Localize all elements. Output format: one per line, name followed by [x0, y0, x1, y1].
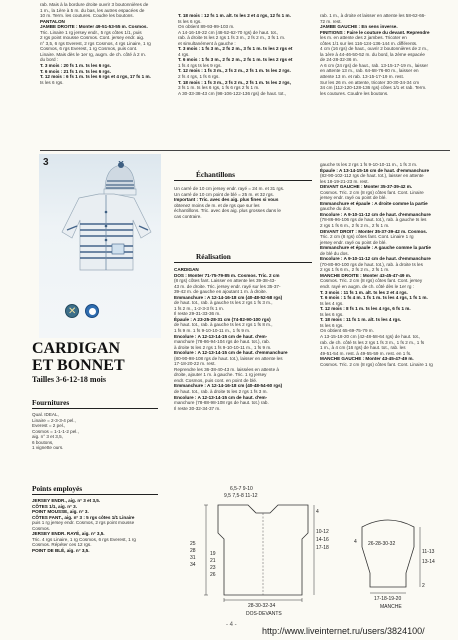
text-line: Il reste 29-31-33-36 m.: [174, 311, 221, 317]
text-line: Encolure : A 9-10-11-12 cm de haut. d'emmanchure: [320, 211, 431, 217]
text-line: Qual. IDEAL,: [32, 412, 59, 417]
dim-sleeve-left: 4: [354, 539, 357, 545]
text-line: 2 rgs 1 fs 6 m., 2 fs 2 m., 2 fs 1 m.: [320, 223, 390, 229]
text-line: Cosmos. Répéter ces 12 rgs.: [32, 542, 92, 548]
text-line: Cosmos.: [32, 525, 51, 531]
text-line: T. 6 mois : 1 fs 3 m., 2 fs 2 m., 2 fs 1 m. ts les 2 rgs et: [178, 57, 293, 63]
text-line: 1 fs 9 m. 1 fs 9-10-10-11 m., 1 fs 9 m.: [174, 328, 251, 334]
text-line: 17-18-20-22 m. rest.: [174, 361, 216, 367]
text-line: T. 18 mois : 1 fs 3 m., 2 fs 2 m., 2 fs 1 m. ts les 2 rgs,: [178, 79, 291, 85]
text-line: FINITIONS : Faire le couture du devant. Reprendre: [320, 29, 430, 35]
text-line: 1 m., la 1ère à 5 m. du bas, les autres espacées de: [40, 7, 145, 13]
label-dos-devants: DOS-DEVANTS: [246, 611, 282, 617]
text-line: les coutures. Coudre les boutons.: [320, 90, 389, 96]
text-line: rab. de ch. côté ts les 2 rgs 1 fs 3 m., 1 fs 2 m., 1 fs: [320, 339, 425, 345]
text-line: DEVANT GAUCHE : Monter 35-37-39-42 m.: [320, 184, 413, 190]
dim-left-inner-1: 19: [210, 551, 216, 557]
text-line: les m. en attente des 2 jambes. Tricoter en: [320, 35, 407, 41]
text-line: de haut. tot., rab. à gauche ts les 2 rgs 1 fs 3 m.,: [174, 300, 273, 306]
text-line: Emmanchure et épaule : A gauche comme la partie: [320, 245, 431, 251]
sizes-subtitle: Tailles 3-6-12-18 mois: [32, 375, 106, 384]
text-line: rab. à droite ts les 2 rgs 1 fs 3 m., 2 fs 2 m., 3 fs 1 m.: [178, 35, 286, 41]
text-line: manchure (78-88-98-108 rgs de haut. tot.) rab.: [174, 400, 269, 406]
text-line: de haut. tot., rab. à droite ts les 2 rgs 1 fs 3 m.: [174, 389, 268, 395]
text-line: de 24-28-32-36 m.: [320, 57, 358, 63]
text-line: Encolure : A 12-13-14-15 cm de haut. d'emmanchure: [174, 350, 288, 356]
text-line: Cosmos. Tric. 2 cm (8 rgs) côtes fant. Cont. Linaire 1 rg: [320, 361, 433, 367]
dim-bottom: 28-30-32-34: [248, 603, 276, 609]
page-number: - 4 -: [226, 622, 237, 628]
text-line: T. 18 mois : 11 fs 1 m. alt. ts les 4 rgs.: [320, 317, 402, 323]
text-line: Encolure : A 9-10-11-12 cm de haut. d'emmanchure: [320, 256, 431, 262]
column-2-top-text: [178, 13, 308, 96]
text-line: de blé du dos.: [320, 250, 349, 256]
text-line: (70-80-90-100 rgs de haut. tot.), rab. à droite ts les: [320, 261, 423, 267]
text-line: T. 6 mois : 21 fs 1 m. ts les 6 rgs.: [40, 68, 111, 74]
text-line: Tric. 2 cm (8 rgs) côtes fant. Cont. Linaire 1 rg: [320, 234, 414, 240]
text-line: les 18-19-21-23 m. rest.: [320, 178, 369, 184]
text-line: 1 vignette ours.: [32, 445, 64, 451]
text-line: 4 cm (16 rgs) de haut., ouvrir 2 boutonnières de 2 m.,: [320, 46, 429, 52]
text-line: JERSEY ENDR., aig. n° 3 et 3,5.: [32, 498, 101, 503]
text-line: rab. 1 m., à droite et laisser en attente les 58-62-66-: [320, 13, 426, 18]
text-line: Everest = 2 pel.,: [32, 423, 66, 429]
text-line: Sur les 26 m. en attente, tricoter 30-30-34-34 cm: [320, 79, 420, 85]
text-line: ts les 4 rgs.: [320, 300, 344, 306]
text-line: (82-90-102-112 rgs de haut. tot.), laisser en attente: [320, 173, 424, 179]
text-line: CÔTES FANT., aig. n° 3 : 5 rgs côtes 1/1 Linaire: [32, 514, 135, 520]
text-line: DOS : Monter 71-75-79-85 m. Cosmos. Tric. 2 cm: [174, 272, 280, 278]
text-line: ts les 6 rgs.: [320, 311, 344, 317]
text-line: en attente 13 m., rab. 64-68-76-80 m., laisser en: [320, 68, 419, 74]
text-line: puis 1 rg jersey endr. Cosmos, 2 rgs point mousse: [32, 520, 135, 526]
text-line: Tric. Linaire 1 rg jersey endr., 5 rgs côtes 1/1, puis: [40, 29, 142, 35]
text-line: 2 rgs 1 fs 6 m., 2 fs 2 m., 2 fs 1 m.: [320, 267, 390, 273]
text-line: 4 rgs.: [178, 51, 190, 57]
text-line: cas contraire.: [174, 213, 202, 219]
text-line: 3 fs 1 m. ts les 6 rgs, 1 fs 6 rgs 2 fs 1 m.: [178, 85, 260, 91]
text-line: endr. rayé en augm. de ch. côté dès le 1er rg :: [320, 284, 414, 290]
text-line: Épaule : A 23-25-28-31 cm (74-82-90-100 rgs): [174, 316, 271, 322]
column-1-top-text: [40, 2, 170, 85]
text-line: jersey endr. rayé ou point de blé.: [320, 195, 387, 201]
dim-right-2: 10-12: [316, 529, 329, 535]
text-line: On obtient 89-93-99-103 m.: [178, 24, 235, 30]
cardigan-illustration: [59, 192, 154, 272]
dim-right-4: 17-18: [316, 545, 329, 551]
text-line: Emmanchure : A 12-14-16-18 cm (40-48-54-60 rgs): [174, 383, 283, 389]
echantillons-text: [174, 186, 314, 219]
pattern-title: [32, 340, 125, 374]
text-line: On obtient 65-69-75-79 m.: [320, 328, 374, 334]
text-line: PANTALON: [40, 18, 65, 24]
text-line: 1 fs 2 m., 1-2-3-3 fs 1 m.: [174, 305, 225, 311]
text-line: jersey endr. rayé ou point de blé.: [320, 239, 387, 245]
text-line: JERSEY ENDR. RAYÉ, aig. n° 3,5.: [32, 531, 105, 537]
text-line: gauche du dos.: [320, 206, 352, 212]
text-line: ts les 6 rgs.: [40, 79, 64, 85]
text-line: à droite ts les 2 rgs 1 fs 9-10-10-11 m., 1 fs 9 m.: [174, 344, 272, 350]
text-line: 49-51-54 m. rest. à 49-55-59 m. rest. en 1 fs.: [320, 350, 412, 356]
dim-sleeve-right-1: 11-13: [422, 549, 435, 555]
section-divider: [40, 150, 450, 151]
dim-right-3: 14-16: [316, 537, 329, 543]
dim-right-1: 4: [316, 509, 319, 515]
text-line: Encolure : A 12-13-14-15 cm de haut. d'em-: [174, 333, 268, 339]
text-line: gauche ts les 2 rgs 1 fs 9-10-10-11 m., 1 fs 3 m.: [320, 162, 418, 167]
text-line: Cosmos. Tric. 2 cm (8 rgs) côtes fant. Cont. Linaire: [320, 189, 424, 195]
text-line: Cosmos = 1-1-1-2 pel.,: [32, 428, 79, 434]
text-line: attente 13 m. et rab. 13-15-17-19 m. rest.: [320, 74, 405, 80]
text-line: T. 3 mois : 20 fs 1 m. ts les 6 rgs.: [40, 63, 111, 69]
title-line-1: CARDIGAN: [32, 340, 120, 357]
title-line-2: ET BONNET: [32, 357, 125, 374]
text-line: du bord :: [40, 57, 59, 63]
text-line: Tric. 4 rgs Linaire, 1 rg Cosmos, 6 rgs Everest, 1 rg: [32, 536, 136, 542]
points-rule: [32, 494, 158, 495]
text-line: T. 3 mois : 11 fs 1 m. alt. ts les 2 et 4 rgs.: [320, 289, 408, 295]
text-line: T. 12 mois : 8 fs 1 m. ts les 4 rgs, 6 fs 1 m.: [320, 306, 411, 312]
text-line: A 30-33-38-43 cm (98-106-122-136 rgs) de haut. tot.,: [178, 90, 287, 96]
text-line: DEVANT DROIT : Monter 35-37-39-42 m. Cosmos.: [320, 228, 428, 234]
dim-sleeve-bottom: 17-18-19-20: [374, 596, 402, 602]
fournitures-list: [32, 412, 162, 451]
text-line: Encolure : A 12-13-14-15 cm de haut. d'em-: [174, 394, 268, 400]
dim-sleeve-top: 26-28-30-32: [368, 541, 396, 547]
text-line: Linaire = 2-3-3-4 pel.,: [32, 417, 76, 423]
realisation-rule: [174, 262, 312, 263]
echantillons-heading: Échantillons: [196, 170, 235, 179]
text-line: Emmanchure et épaule : A droite comme la partie: [320, 200, 428, 206]
text-line: Reprendre les 36-38-40-43 m. laissées en attente à: [174, 366, 279, 372]
text-line: n° 3,5, 6 rgs Everest, 2 rgs Cosmos, 4 rgs Linaire, 1 rg: [40, 40, 151, 46]
text-line: 34 cm (112-120-128-136 rgs) côtes 1/1 et rab. Term.: [320, 85, 427, 91]
dim-left-inner-2: 21: [210, 558, 216, 564]
echantillons-rule: [174, 180, 312, 181]
text-line: A 6 cm (24 rgs) de haut., rab. 13-15-17-19 m., laisser: [320, 62, 429, 68]
text-line: Cosmos, 6 rgs Everest, 1 rg Cosmos, puis cont.: [40, 46, 138, 52]
points-heading: Points employés: [32, 484, 83, 493]
column-3-top-text: [320, 13, 450, 96]
text-line: MANCHE DROITE : Monter 43-45-47-49 m.: [320, 272, 412, 278]
realisation-text: [174, 267, 314, 411]
text-line: côtes 1/1 sur les 116-124-136-144 m. différents.: [320, 40, 418, 46]
text-line: JAMBE GAUCHE : En sens inverse.: [320, 24, 398, 30]
fournitures-heading: Fournitures: [32, 398, 70, 407]
text-line: Emmanchure : A 12-14-16-18 cm (40-48-52-58 rgs): [174, 294, 283, 300]
dim-left-2: 28: [190, 548, 196, 554]
text-line: T. 6 mois : 1 fs 4 m. 1 fs 1 m. ts les 4 rgs, 1 fs 1 m.: [320, 295, 428, 301]
text-line: rab. Mais à la bordure droite ouvrir 3 boutonnières de: [40, 2, 149, 7]
text-line: A 13-15-18-20 cm (42-48-58-64 rgs) de haut. tot.,: [320, 333, 421, 339]
text-line: 10 m. Term. les coutures. Coudre les boutons.: [40, 13, 134, 19]
dim-sleeve-right-2: 13-14: [422, 559, 435, 565]
text-line: 6 boutons,: [32, 439, 54, 445]
yarn-brand-icon: [85, 304, 99, 318]
text-line: échantillons. Tric. avec des aig. plus grosses dans le: [174, 208, 281, 214]
text-line: CÔTES 1/1, aig. n° 3.: [32, 503, 77, 509]
text-line: Important : Tric. avec des aig. plus fines si vous: [174, 197, 279, 203]
text-line: endr. Cosmos, puis cont. en point de blé.: [174, 377, 258, 383]
text-line: de haut. tot., rab. à gauche ts les 2 rgs 1 fs 8 m.,: [174, 322, 273, 328]
dim-left-4: 34: [190, 562, 196, 568]
text-line: T. 18 mois : 12 fs 1 m. alt. ts les 2 et 4 rgs, 12 fs 1 m.: [178, 13, 291, 18]
text-line: 43 m. de droite. Tric. jersey endr. rayé sur les 35-37-: [174, 283, 281, 289]
dim-left-inner-3: 23: [210, 565, 216, 571]
product-photo: [39, 154, 161, 338]
text-line: Cosmos. Tric. 2 cm (8 rgs) côtes fant. Cont. jersey: [320, 278, 423, 284]
text-line: aig. n° 3 et 3,5,: [32, 434, 63, 440]
text-line: 2 fs 4 rgs, 1 fs 6 rgs.: [178, 74, 220, 80]
text-line: manchure (78-86-94-104 rgs de haut. tot.), rab.: [174, 339, 271, 345]
dim-left-3: 31: [190, 555, 196, 561]
text-line: ts les 6 rgs.: [178, 18, 202, 24]
text-line: obtenez moins de m. et de rgs que sur les: [174, 202, 260, 208]
pattern-number: 3: [43, 157, 49, 168]
column-3-instructions: [320, 162, 450, 367]
text-line: (78-86-96-106 rgs de haut. tot.), rab. à gauche ts les: [320, 217, 427, 223]
text-line: 1 fs 4 rgs ts les 9 rgs.: [178, 62, 222, 68]
text-line: MANCHE GAUCHE : Monter 43-45-47-49 m.: [320, 356, 414, 362]
knitting-needles-icon: ✕: [65, 304, 79, 318]
pattern-schematic: [166, 483, 458, 618]
text-line: Linaire. Mais dès le 1er rg, augm. de ch. côté à 2 m.: [40, 51, 146, 57]
text-line: Épaule : A 13-14-15-16 cm de haut. d'emmanchure: [320, 167, 429, 173]
text-line: POINT MOUSSE, aig. n° 3.: [32, 509, 89, 515]
text-line: 2 rgs point mousse Cosmos. Cont. jersey endr. aig.: [40, 35, 145, 41]
text-line: T. 12 mois : 6 fs 1 m. ts les 6 rgs et 4 rgs, 17 fs 1 m.: [40, 74, 151, 80]
dim-top-2: 9,5 7,5-8 11-12: [224, 493, 258, 499]
text-line: 1 m., à 4 cm (16 rgs) de haut. tot., rab. les: [320, 345, 406, 351]
text-line: JAMBE DROITE : Monter 49-51-53-55 m. Cosmos.: [40, 24, 148, 30]
watermark-url: http://www.liveinternet.ru/users/3824100/: [262, 626, 425, 636]
dim-left-1: 25: [190, 541, 196, 547]
text-line: T. 12 mois : 1 fs 3 m., 2 fs 2 m., 2 fs 1 m. ts les 2 rgs.: [178, 68, 291, 74]
dim-top-1: 6,5-7 9-10: [230, 486, 253, 492]
text-line: 72 m. rest.: [320, 18, 342, 24]
text-line: ts les 6 rgs.: [320, 322, 344, 328]
text-line: (8 rgs) côtes fant. Laisser en attente les 39-38-43-: [174, 278, 276, 284]
dim-sleeve-right-3: 2: [422, 583, 425, 589]
text-line: droite, ajouter 1 m. à gauche. Tric. 1 rg jersey: [174, 372, 267, 378]
text-line: Un carré de 10 cm jersey endr. rayé = 24 m. et 31 rgs.: [174, 186, 285, 191]
text-line: A 14-16-19-22 cm (48-52-62-70 rgs) de haut. tot.,: [178, 29, 279, 35]
text-line: POINT DE BLÉ, aig. n° 3,5.: [32, 547, 90, 553]
text-line: (80-90-98-108 rgs de haut. tot.), laisser en attente les: [174, 355, 283, 361]
text-line: Un carré de 10 cm point de blé = 25 m. et 32 rgs.: [174, 191, 274, 197]
points-list: [32, 498, 162, 553]
text-line: 39-42 m. de gauche en ajoutant 1 m. à droite.: [174, 289, 267, 295]
dim-left-inner-4: 26: [210, 572, 216, 578]
realisation-heading: Réalisation: [196, 252, 231, 261]
text-line: et simultanément à gauche :: [178, 40, 236, 46]
text-line: la 1ère à 44-46-50-52 m. du bord, la 2ème espacée: [320, 51, 425, 57]
text-line: CARDIGAN: [174, 267, 199, 272]
text-line: T. 3 mois : 1 fs 3 m., 2 fs 2 m., 3 fs 1 m. ts les 2 rgs et: [178, 46, 293, 52]
fournitures-rule: [32, 408, 158, 409]
label-manche: MANCHE: [380, 604, 402, 610]
text-line: Il reste 30-32-34-37 m.: [174, 405, 221, 411]
